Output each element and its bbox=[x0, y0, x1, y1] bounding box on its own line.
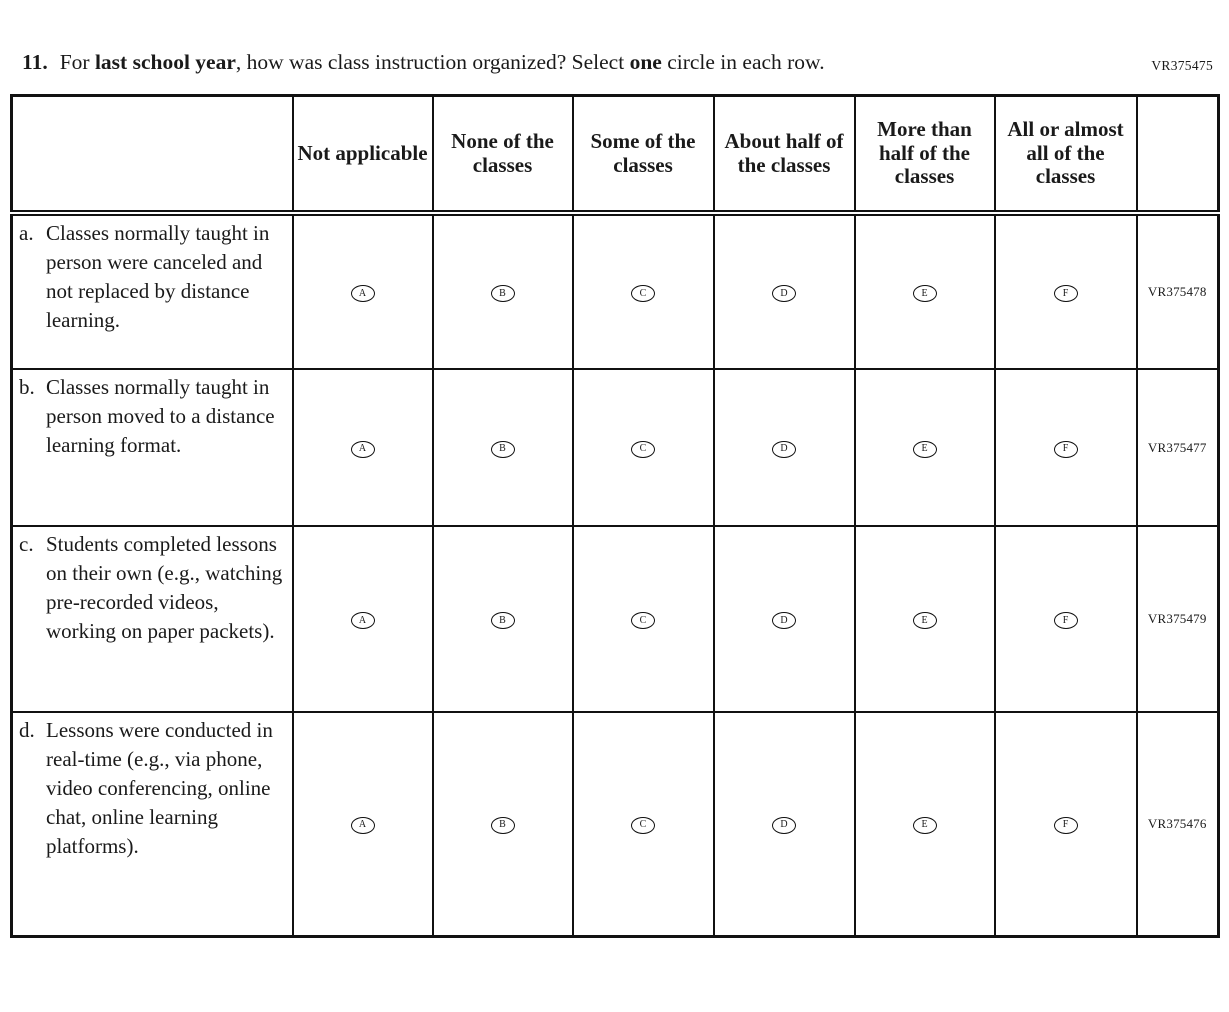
option-cell-b-f[interactable] bbox=[995, 369, 1137, 526]
option-cell-a-e[interactable] bbox=[855, 213, 995, 369]
option-cell-d-d[interactable] bbox=[714, 712, 855, 936]
table-row-c bbox=[12, 526, 1219, 712]
option-cell-b-b[interactable] bbox=[433, 369, 573, 526]
answer-bubble-a-e[interactable]: E bbox=[913, 285, 937, 302]
row-label-header-blank bbox=[12, 95, 293, 213]
option-cell-c-f[interactable] bbox=[995, 526, 1137, 712]
row-label bbox=[12, 526, 293, 712]
option-cell-b-a[interactable] bbox=[293, 369, 433, 526]
answer-bubble-c-f[interactable]: F bbox=[1054, 612, 1078, 629]
row-code: VR375479 bbox=[1137, 526, 1219, 712]
column-header-d: About half of the classes bbox=[714, 95, 855, 213]
answer-bubble-c-b[interactable]: B bbox=[491, 612, 515, 629]
question-segment: last school year bbox=[94, 50, 236, 74]
answer-bubble-a-f[interactable]: F bbox=[1054, 285, 1078, 302]
table-row-a bbox=[12, 213, 1219, 369]
question-number: 11. bbox=[22, 50, 48, 74]
row-code: VR375478 bbox=[1137, 213, 1219, 369]
question-segment: circle in each row. bbox=[661, 50, 825, 74]
answer-bubble-b-a[interactable]: A bbox=[351, 441, 375, 458]
row-code: VR375477 bbox=[1137, 369, 1219, 526]
row-label-text: Classes normally taught in person moved to a distance learning format. bbox=[46, 375, 275, 458]
row-letter: b. bbox=[19, 375, 35, 400]
option-cell-b-c[interactable] bbox=[573, 369, 714, 526]
column-header-c: Some of the classes bbox=[573, 95, 714, 213]
code-column-header-blank bbox=[1137, 95, 1219, 213]
option-cell-b-d[interactable] bbox=[714, 369, 855, 526]
row-label bbox=[12, 213, 293, 369]
answer-bubble-d-e[interactable]: E bbox=[913, 817, 937, 834]
option-cell-c-d[interactable] bbox=[714, 526, 855, 712]
question-body bbox=[60, 50, 825, 74]
answer-bubble-d-c[interactable]: C bbox=[631, 817, 655, 834]
answer-bubble-c-a[interactable]: A bbox=[351, 612, 375, 629]
answer-bubble-d-b[interactable]: B bbox=[491, 817, 515, 834]
row-letter: c. bbox=[19, 532, 34, 557]
option-cell-d-c[interactable] bbox=[573, 712, 714, 936]
header-row bbox=[12, 95, 1219, 213]
column-header-f: All or almost all of the classes bbox=[995, 95, 1137, 213]
question-text bbox=[22, 49, 1211, 76]
row-letter: d. bbox=[19, 718, 35, 743]
question-segment: For bbox=[59, 50, 95, 74]
option-cell-a-d[interactable] bbox=[714, 213, 855, 369]
answer-bubble-b-f[interactable]: F bbox=[1054, 441, 1078, 458]
option-cell-a-b[interactable] bbox=[433, 213, 573, 369]
answer-bubble-c-c[interactable]: C bbox=[631, 612, 655, 629]
row-code: VR375476 bbox=[1137, 712, 1219, 936]
answer-bubble-a-b[interactable]: B bbox=[491, 285, 515, 302]
option-cell-a-c[interactable] bbox=[573, 213, 714, 369]
row-letter: a. bbox=[19, 221, 34, 246]
option-cell-d-a[interactable] bbox=[293, 712, 433, 936]
column-header-b: None of the classes bbox=[433, 95, 573, 213]
option-cell-d-f[interactable] bbox=[995, 712, 1137, 936]
row-label bbox=[12, 712, 293, 936]
answer-bubble-b-e[interactable]: E bbox=[913, 441, 937, 458]
answer-bubble-b-c[interactable]: C bbox=[631, 441, 655, 458]
response-table bbox=[10, 94, 1220, 938]
option-cell-c-a[interactable] bbox=[293, 526, 433, 712]
option-cell-a-a[interactable] bbox=[293, 213, 433, 369]
answer-bubble-d-f[interactable]: F bbox=[1054, 817, 1078, 834]
row-label bbox=[12, 369, 293, 526]
option-cell-a-f[interactable] bbox=[995, 213, 1137, 369]
table-row-b bbox=[12, 369, 1219, 526]
answer-bubble-a-d[interactable]: D bbox=[772, 285, 796, 302]
answer-bubble-b-b[interactable]: B bbox=[491, 441, 515, 458]
answer-bubble-d-d[interactable]: D bbox=[772, 817, 796, 834]
answer-bubble-a-a[interactable]: A bbox=[351, 285, 375, 302]
option-cell-c-c[interactable] bbox=[573, 526, 714, 712]
answer-bubble-b-d[interactable]: D bbox=[772, 441, 796, 458]
option-cell-d-e[interactable] bbox=[855, 712, 995, 936]
table-row-d bbox=[12, 712, 1219, 936]
row-label-text: Lessons were conducted in real-time (e.g., via phone, video conferencing, online chat, online learning platforms). bbox=[46, 718, 273, 859]
answer-bubble-c-e[interactable]: E bbox=[913, 612, 937, 629]
option-cell-c-e[interactable] bbox=[855, 526, 995, 712]
option-cell-b-e[interactable] bbox=[855, 369, 995, 526]
question-segment: , how was class instruction organized? Select bbox=[235, 50, 630, 74]
option-cell-c-b[interactable] bbox=[433, 526, 573, 712]
answer-bubble-d-a[interactable]: A bbox=[351, 817, 375, 834]
question-segment: one bbox=[629, 50, 662, 74]
row-label-text: Classes normally taught in person were canceled and not replaced by distance learning. bbox=[46, 221, 270, 333]
column-header-a: Not applicable bbox=[293, 95, 433, 213]
column-header-e: More than half of the classes bbox=[855, 95, 995, 213]
row-label-text: Students completed lessons on their own (e.g., watching pre-recorded videos, working on paper packets). bbox=[46, 532, 283, 644]
option-cell-d-b[interactable] bbox=[433, 712, 573, 936]
form-code: VR375475 bbox=[1151, 58, 1213, 73]
answer-bubble-c-d[interactable]: D bbox=[772, 612, 796, 629]
answer-bubble-a-c[interactable]: C bbox=[631, 285, 655, 302]
